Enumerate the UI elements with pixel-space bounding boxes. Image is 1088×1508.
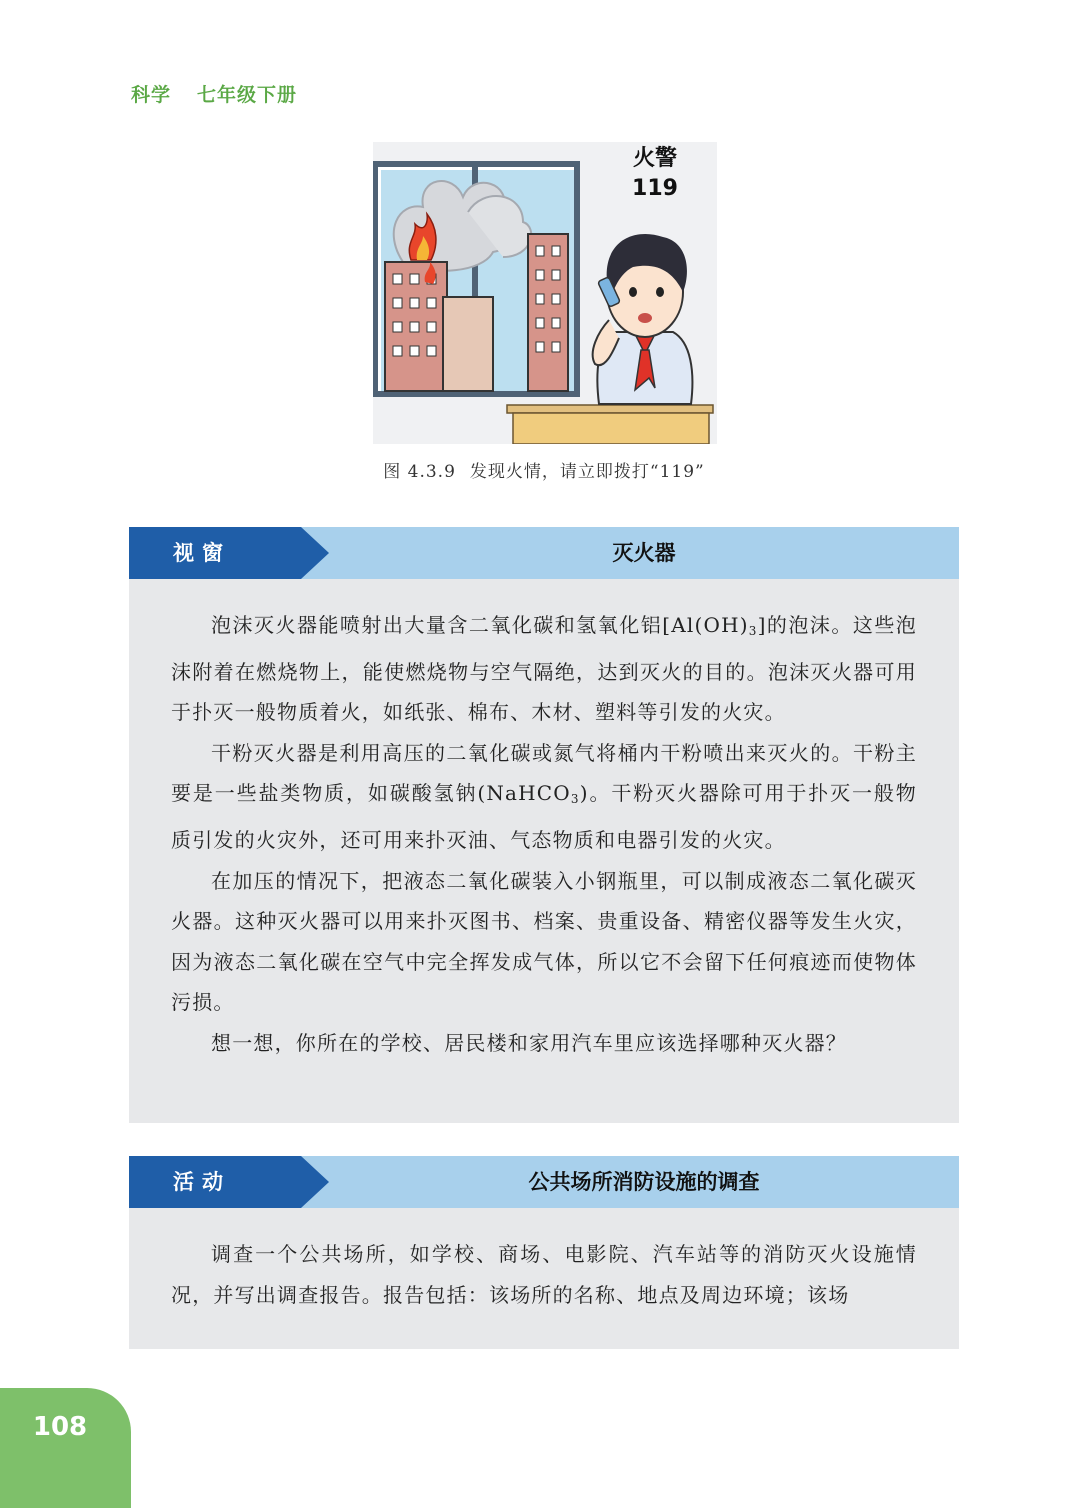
section-tag-arrow: [301, 527, 329, 579]
activity-tag-arrow: [301, 1156, 329, 1208]
page-number: 108: [32, 1412, 88, 1442]
paragraph-dry-powder-extinguisher: 干粉灭火器是利用高压的二氧化碳或氮气将桶内干粉喷出来灭火的。干粉主要是一些盐类物质，如碳酸氢钠(NaHCO$_3$)。干粉灭火器除可用于扑灭一般物质引发的火灾外，还可用来扑灭油、气态物质和电器引发的火灾。: [171, 740, 917, 852]
activity-tag-label: 活动: [173, 1170, 231, 1194]
figure-caption-text: 发现火情，请立即拨打“119”: [469, 462, 705, 482]
paragraph-co2-extinguisher: 在加压的情况下，把液态二氧化碳装入小钢瓶里，可以制成液态二氧化碳灭火器。这种灭火器可以用来扑灭图书、档案、贵重设备、精密仪器等发生火灾，因为液态二氧化碳在空气中完全挥发成气体，所以它不会留下任何痕迹而使物体污损。: [171, 868, 917, 1015]
section-title: 灭火器: [612, 541, 676, 565]
window-box-fire-extinguishers: [129, 527, 959, 1123]
window-box-header: [129, 527, 959, 579]
fire-alarm-label-line1: 火警: [632, 146, 677, 171]
figure-caption: [0, 457, 1088, 482]
section-tag-label: 视窗: [173, 541, 231, 565]
figure-number: 图 4.3.9: [383, 462, 456, 482]
window-box-body: [129, 579, 959, 1082]
activity-box-fire-facilities: [129, 1156, 959, 1349]
activity-title: 公共场所消防设施的调查: [528, 1170, 760, 1194]
paragraph-activity-instructions: 调查一个公共场所，如学校、商场、电影院、汽车站等的消防灭火设施情况，并写出调查报告。报告包括：该场所的名称、地点及周边环境；该场: [171, 1242, 917, 1307]
page-number-tab: [0, 1388, 131, 1508]
page-header: [131, 80, 297, 107]
activity-box-header: [129, 1156, 959, 1208]
activity-box-body: [129, 1208, 959, 1333]
fire-alarm-number: 119: [632, 176, 678, 201]
paragraph-foam-extinguisher: 泡沫灭火器能喷射出大量含二氧化碳和氢氧化铝$[Al(OH)_3]$的泡沫。这些泡沫附着在燃烧物上，能使燃烧物与空气隔绝，达到灭火的目的。泡沫灭火器可用于扑灭一般物质着火，如纸张、棉布、木材、塑料等引发的火灾。: [171, 613, 918, 725]
paragraph-think-question: 想一想，你所在的学校、居民楼和家用汽车里应该选择哪种灭火器？: [211, 1030, 847, 1055]
fire-alarm-label: [605, 144, 705, 204]
subject-label: 科学: [131, 84, 172, 106]
grade-label: 七年级下册: [197, 84, 298, 106]
